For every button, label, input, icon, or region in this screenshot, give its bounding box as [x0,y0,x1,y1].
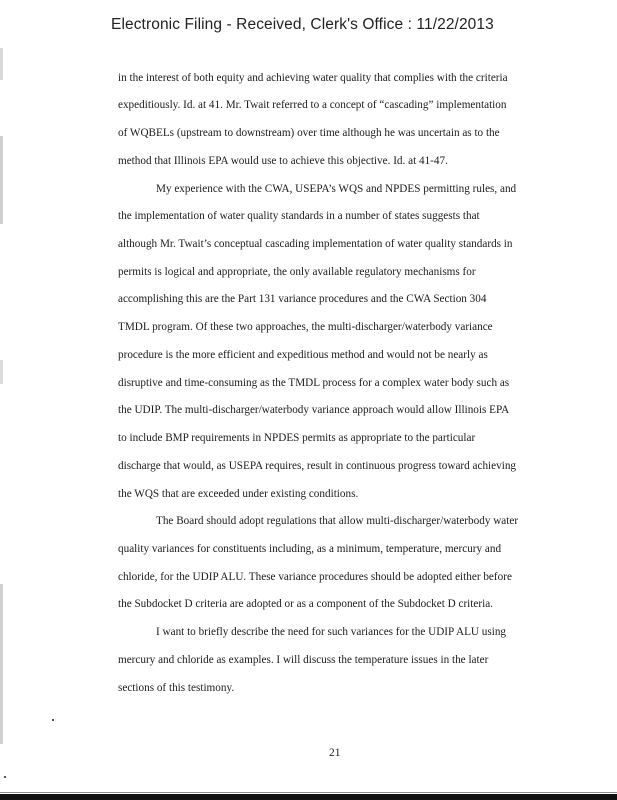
scan-speck [52,719,54,721]
body-line: chloride, for the UDIP ALU. These variance procedures should be adopted either before [118,571,512,583]
scan-bottom-edge [0,794,617,800]
body-line: the WQS that are exceeded under existing conditions. [118,488,359,500]
body-line: of WQBELs (upstream to downstream) over time although he was uncertain as to the [118,127,500,139]
scan-speck [4,776,6,778]
body-line: discharge that would, as USEPA requires, result in continuous progress toward achieving [118,460,517,472]
body-line: accomplishing this are the Part 131 variance procedures and the CWA Section 304 [118,293,487,305]
body-line: although Mr. Twait’s conceptual cascading implementation of water quality standards in [118,238,513,250]
body-line: to include BMP requirements in NPDES permits as appropriate to the particular [118,432,476,444]
body-line: My experience with the CWA, USEPA’s WQS and NPDES permitting rules, and [156,183,517,195]
body-line: I want to briefly describe the need for such variances for the UDIP ALU using [156,626,507,638]
body-line: TMDL program. Of these two approaches, the multi-discharger/waterbody variance [118,321,493,333]
body-line: disruptive and time-consuming as the TMDL process for a complex water body such as [118,377,510,389]
body-line: the UDIP. The multi-discharger/waterbody variance approach would allow Illinois EPA [118,404,510,416]
filing-stamp-header: Electronic Filing - Received, Clerk's Office : 11/22/2013 [111,16,494,33]
body-line: expeditiously. Id. at 41. Mr. Twait referred to a concept of “cascading” implementation [118,99,507,111]
body-line: the Subdocket D criteria are adopted or as a component of the Subdocket D criteria. [118,598,493,610]
body-line: permits is logical and appropriate, the only available regulatory mechanisms for [118,266,476,278]
body-line: in the interest of both equity and achieving water quality that complies with the criteria [118,72,508,84]
body-line: quality variances for constituents including, as a minimum, temperature, mercury and [118,543,502,555]
body-line: method that Illinois EPA would use to achieve this objective. Id. at 41-47. [118,155,448,167]
page-number: 21 [329,747,341,759]
body-line: sections of this testimony. [118,682,235,694]
scan-left-edge [0,0,3,800]
body-line: procedure is the more efficient and expeditious method and would not be nearly as [118,349,488,361]
scan-bottom-edge-light [0,792,617,793]
body-line: mercury and chloride as examples. I will discuss the temperature issues in the later [118,654,489,666]
body-line: the implementation of water quality standards in a number of states suggests that [118,210,480,222]
body-line: The Board should adopt regulations that allow multi-discharger/waterbody water [156,515,519,527]
